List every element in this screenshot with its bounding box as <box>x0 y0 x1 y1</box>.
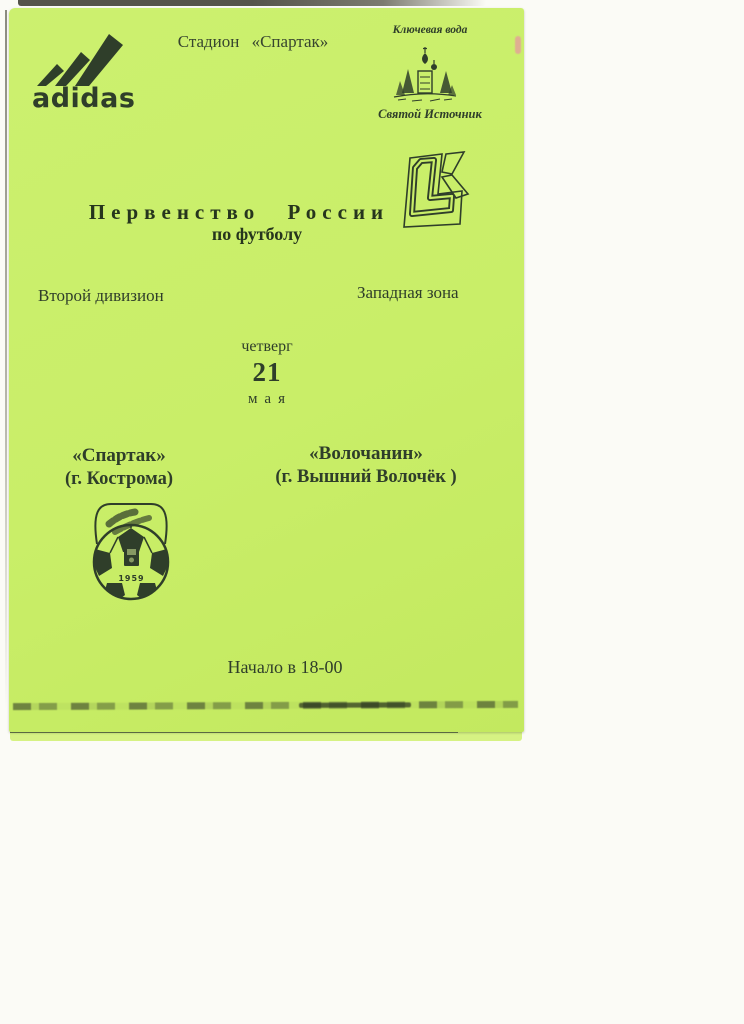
spartak-kostroma-crest-icon <box>85 500 177 610</box>
scan-left-edge-line <box>5 10 7 710</box>
scan-edge-streak <box>18 0 486 6</box>
programme-cover <box>9 8 524 732</box>
home-team-city: (г. Кострома) <box>64 469 174 489</box>
match-month: мая <box>248 391 292 407</box>
paper-bottom-edge <box>10 732 522 741</box>
adidas-wordmark: adidas <box>32 83 136 110</box>
competition-title: Первенство России <box>88 200 390 224</box>
sponsor-top-label: Ключевая вода <box>392 24 468 36</box>
away-team-name: «Волочанин» <box>309 443 423 464</box>
crest-year: 1959 <box>118 574 145 583</box>
pink-smudge-mark <box>515 36 521 54</box>
sponsor-bottom-label: Святой Источник <box>378 107 482 121</box>
adidas-three-stripes-icon <box>31 26 143 110</box>
match-weekday: четверг <box>241 338 293 355</box>
home-team-name: «Спартак» <box>72 445 166 466</box>
away-team-city: (г. Вышний Волочёк ) <box>275 467 457 487</box>
stadium-label: Стадион «Спартак» <box>177 32 329 51</box>
zone-label: Западная зона <box>357 283 459 302</box>
fold-crease-mark <box>13 701 518 710</box>
kickoff-time-label: Начало в 18-00 <box>227 657 343 677</box>
spring-church-etching-icon <box>392 41 458 105</box>
division-label: Второй дивизион <box>38 286 164 305</box>
match-day: 21 <box>252 357 282 387</box>
competition-subtitle: по футболу <box>211 224 303 244</box>
